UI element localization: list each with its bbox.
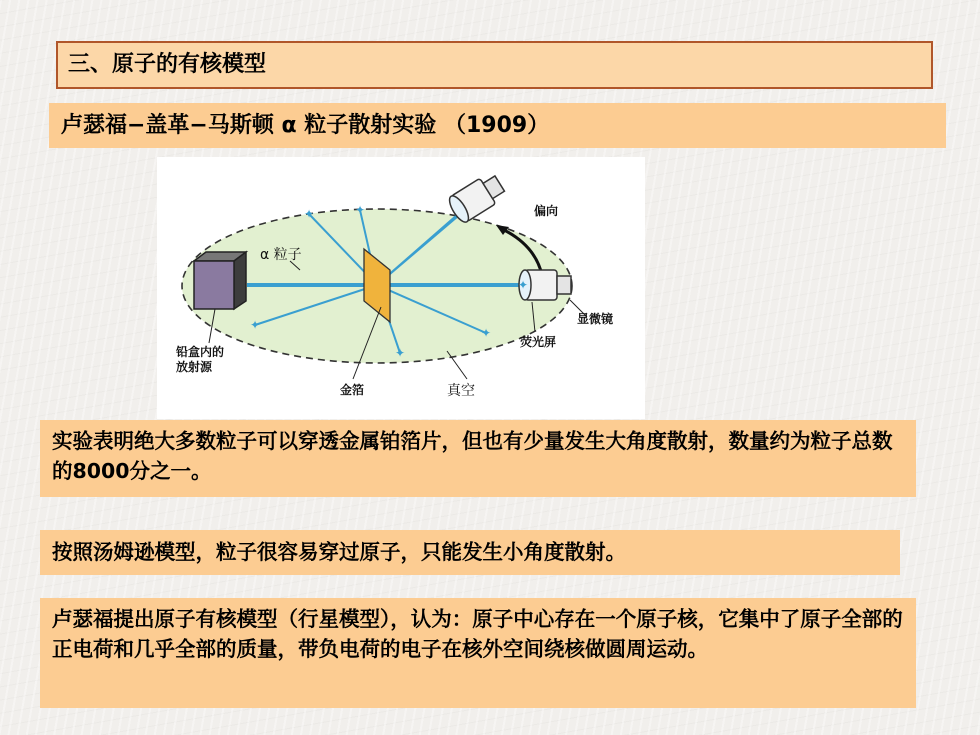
thomson-model-paragraph: 按照汤姆逊模型，粒子很容易穿过原子，只能发生小角度散射。 <box>40 530 900 575</box>
svg-text:✦: ✦ <box>480 326 492 340</box>
label-deflect: 偏向 <box>534 204 559 218</box>
rutherford-model-paragraph: 卢瑟福提出原子有核模型（行星模型），认为：原子中心存在一个原子核，它集中了原子全部的正电荷和几乎全部的质量，带负电荷的电子在核外空间绕核做圆周运动。 <box>40 598 916 708</box>
svg-text:✦: ✦ <box>303 207 315 221</box>
label-microscope: 显微镜 <box>577 312 614 326</box>
label-source-1: 铅盒内的 <box>176 345 225 359</box>
observation-paragraph: 实验表明绝大多数粒子可以穿透金属铂箔片，但也有少量发生大角度散射，数量约为粒子总数的8000分之一。 <box>40 420 916 497</box>
svg-text:✦: ✦ <box>394 346 406 360</box>
svg-text:✦: ✦ <box>249 318 261 332</box>
svg-text:✦: ✦ <box>354 203 366 217</box>
label-screen: 荧光屏 <box>520 335 557 349</box>
label-vacuum: 真空 <box>447 383 475 399</box>
experiment-title: 卢瑟福−盖革−马斯顿 α 粒子散射实验 （1909） <box>49 103 946 148</box>
section-title: 三、原子的有核模型 <box>56 41 933 89</box>
lead-box-source <box>194 252 246 309</box>
label-alpha: α 粒子 <box>260 247 302 263</box>
label-foil: 金箔 <box>340 383 365 397</box>
scattering-diagram <box>157 157 645 419</box>
label-source-2: 放射源 <box>176 360 213 374</box>
svg-text:✦: ✦ <box>517 278 529 292</box>
